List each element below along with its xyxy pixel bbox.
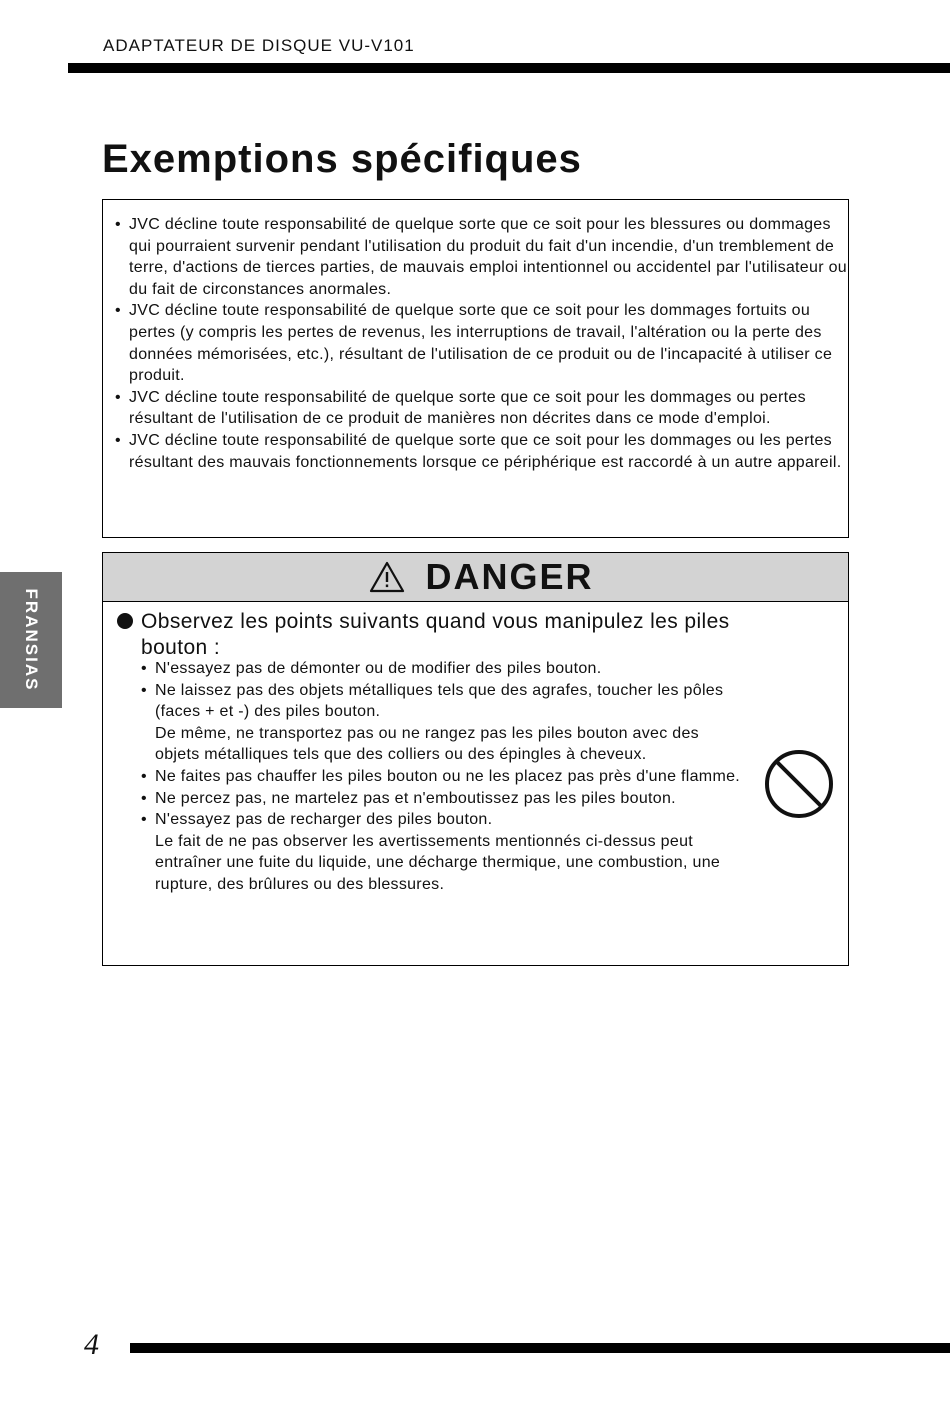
running-header: ADAPTATEUR DE DISQUE VU-V101: [103, 36, 415, 55]
language-side-tab: [0, 572, 62, 708]
prohibition-icon: [763, 748, 835, 820]
list-item: • JVC décline toute responsabilité de quelque sorte que ce soit pour les dommages ou les pertes résultant des mauvais fonctionnements lorsque ce périphérique est raccordé à un autre appareil.: [115, 431, 842, 471]
list-item: • JVC décline toute responsabilité de quelque sorte que ce soit pour les dommages ou pertes résultant de l'utilisation de ce produit de manières non décrites dans ce mode d'emploi.: [115, 388, 806, 428]
warning-triangle-icon: [369, 561, 405, 593]
bullet-disc-icon: [117, 613, 133, 629]
list-item-note: Le fait de ne pas observer les avertissements mentionnés ci-dessus peut entraîner une fuite du liquide, une décharge thermique, une combustion, une rupture, des brûlures ou des blessures.: [155, 832, 721, 893]
list-item: • Ne percez pas, ne martelez pas et n'emboutissez pas les piles bouton.: [141, 789, 676, 807]
exemptions-box: [102, 199, 849, 538]
danger-list: [141, 658, 741, 896]
page-number: 4: [84, 1328, 99, 1361]
danger-label: DANGER: [425, 556, 594, 597]
danger-box: [102, 552, 849, 966]
list-item: • JVC décline toute responsabilité de quelque sorte que ce soit pour les dommages fortuits ou pertes (y compris les pertes de revenus, les interruptions de travail, l'altération ou la perte des données mémorisées, etc.), résultant de l'utilisation de ce produit ou de l'incapacité à utiliser ce produit.: [115, 302, 833, 385]
footer-rule: [130, 1343, 950, 1353]
danger-intro: Observez les points suivants quand vous manipulez les piles bouton :: [117, 609, 761, 661]
danger-header: [103, 553, 848, 602]
list-item-note: De même, ne transportez pas ou ne rangez pas les piles bouton avec des objets métalliques tels que des colliers ou des épingles à cheveux.: [155, 724, 699, 764]
page-title: Exemptions spécifiques: [102, 137, 582, 181]
list-item: • N'essayez pas de recharger des piles bouton. Le fait de ne pas observer les avertissements mentionnés ci-dessus peut entraîner une fuite du liquide, une décharge thermique, une combustion, une rupture, des brûlures ou des blessures.: [141, 809, 741, 895]
list-item: • Ne faites pas chauffer les piles bouton ou ne les placez pas près d'une flamme.: [141, 767, 741, 785]
exemptions-list: [103, 200, 848, 473]
header-rule: [68, 63, 950, 73]
language-label: FRANSIAS: [22, 588, 41, 692]
list-item: • JVC décline toute responsabilité de quelque sorte que ce soit pour les blessures ou dommages qui pourraient survenir pendant l'utilisation du produit du fait d'un incendie, d'un tremblement de terre, d'actions de tierces parties, de mauvais emploi intentionnel ou accidentel par l'utilisateur ou du fait de circonstances anormales.: [115, 216, 847, 298]
list-item: • Ne laissez pas des objets métalliques tels que des agrafes, toucher les pôles (faces + et -) des piles bouton. De même, ne transportez pas ou ne rangez pas les piles bouton avec des objets métalliques tels que des colliers ou des épingles à cheveux.: [141, 680, 741, 766]
list-item: • N'essayez pas de démonter ou de modifier des piles bouton.: [141, 660, 602, 677]
